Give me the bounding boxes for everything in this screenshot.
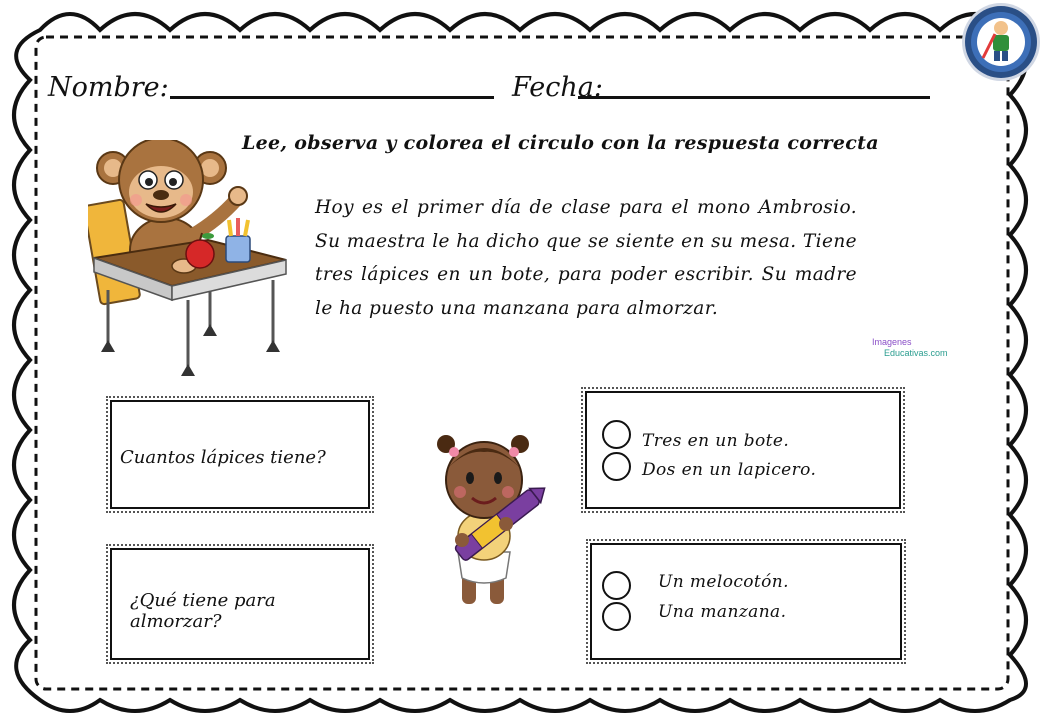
monkey-at-desk-illustration bbox=[88, 140, 288, 380]
question-text-1: Cuantos lápices tiene? bbox=[120, 447, 326, 468]
name-label: Nombre: bbox=[48, 72, 169, 103]
answer-circle-1a[interactable] bbox=[602, 420, 631, 449]
answer-option-2a: Un melocotón. bbox=[658, 572, 789, 592]
answer-circle-1b[interactable] bbox=[602, 452, 631, 481]
site-logo-icon bbox=[965, 6, 1037, 78]
question-box-1 bbox=[110, 400, 370, 509]
date-label: Fecha: bbox=[512, 72, 603, 103]
answer-circle-2a[interactable] bbox=[602, 571, 631, 600]
watermark-line1: Imagenes bbox=[872, 337, 912, 347]
answer-option-1b: Dos en un lapicero. bbox=[642, 460, 817, 480]
answer-option-1a: Tres en un bote. bbox=[642, 431, 790, 451]
answer-box-2 bbox=[590, 543, 902, 660]
story-paragraph: Hoy es el primer día de clase para el mono Ambrosio. Su maestra le ha dicho que se siente en su mesa. Tiene tres lápices en un bote, para poder escribir. Su madre le ha puesto una manzana para almorzar. bbox=[315, 197, 857, 319]
date-line[interactable] bbox=[578, 96, 930, 99]
girl-with-crayon-illustration bbox=[432, 428, 550, 610]
answer-box-1 bbox=[585, 391, 901, 509]
question-box-2 bbox=[110, 548, 370, 660]
watermark-line2: Educativas.com bbox=[884, 348, 948, 358]
answer-circle-2b[interactable] bbox=[602, 602, 631, 631]
question-text-2: ¿Qué tiene para almorzar? bbox=[130, 590, 276, 632]
story-text bbox=[315, 191, 857, 325]
instructions-title: Lee, observa y colorea el circulo con la respuesta correcta bbox=[242, 132, 879, 154]
answer-option-2b: Una manzana. bbox=[658, 602, 787, 622]
name-line[interactable] bbox=[170, 96, 494, 99]
